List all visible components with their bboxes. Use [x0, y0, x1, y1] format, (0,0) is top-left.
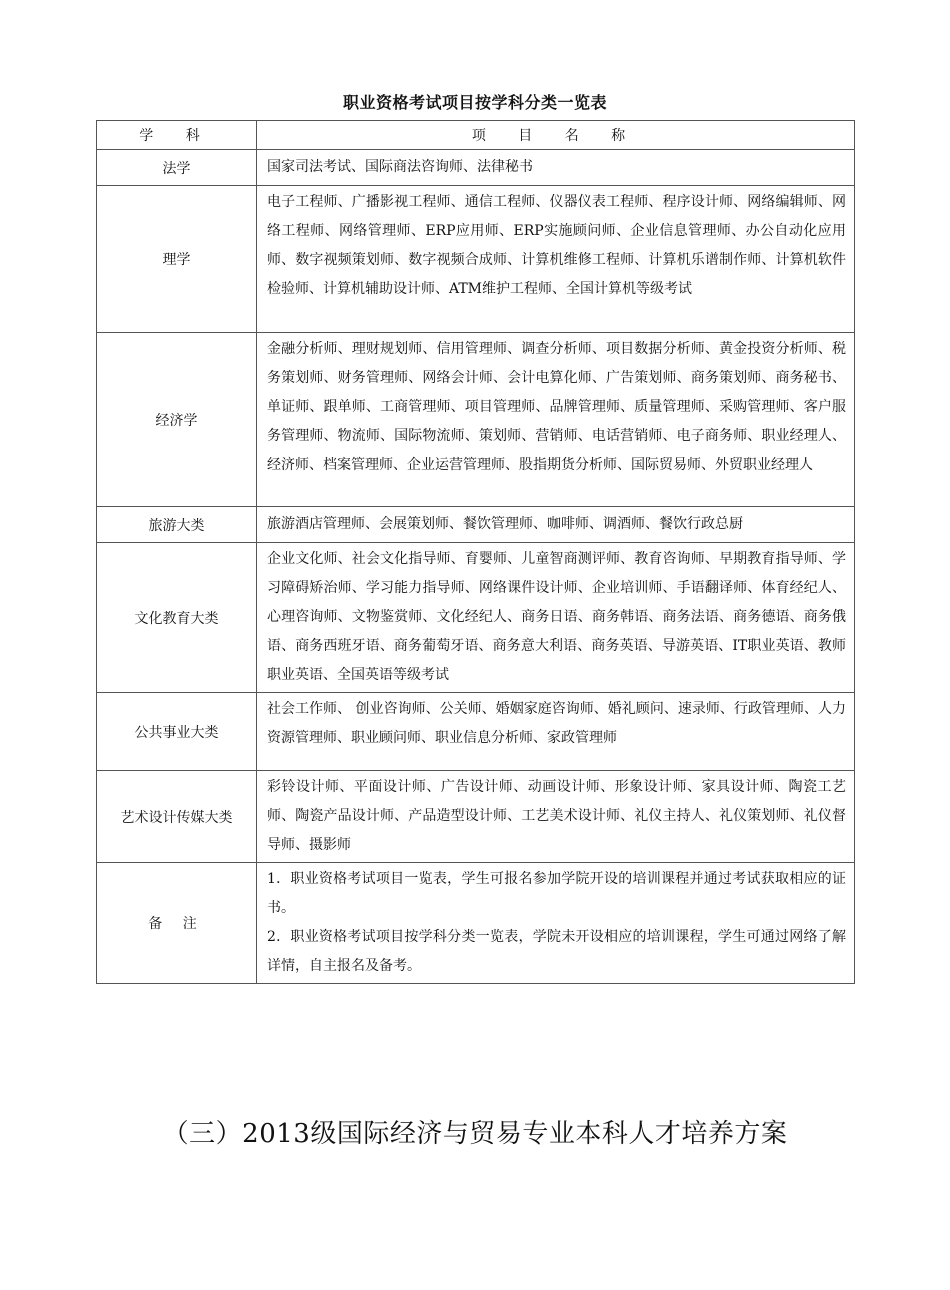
subject-cell: 旅游大类	[97, 507, 257, 543]
subject-cell: 理学	[97, 186, 257, 333]
table-row	[97, 543, 855, 693]
items-cell: 企业文化师、社会文化指导师、育婴师、儿童智商测评师、教育咨询师、早期教育指导师、学习障碍矫治师、学习能力指导师、网络课件设计师、企业培训师、手语翻译师、体育经纪人、心理咨询师、文物鉴赏师、文化经纪人、商务日语、商务韩语、商务法语、商务德语、商务俄语、商务西班牙语、商务葡萄牙语、商务意大利语、商务英语、导游英语、IT职业英语、教师职业英语、全国英语等级考试	[257, 543, 855, 693]
notes-label: 备 注	[97, 863, 257, 984]
items-cell: 旅游酒店管理师、会展策划师、餐饮管理师、咖啡师、调酒师、餐饮行政总厨	[257, 507, 855, 543]
subject-cell: 法学	[97, 150, 257, 186]
subject-cell: 经济学	[97, 333, 257, 507]
header-subject: 学 科	[97, 121, 257, 150]
header-items: 项 目 名 称	[257, 121, 855, 150]
section-heading: （三）2013级国际经济与贸易专业本科人才培养方案	[162, 1119, 788, 1149]
table-header-row	[97, 121, 855, 150]
certification-table	[96, 120, 855, 984]
table-row	[97, 693, 855, 771]
notes-row	[97, 863, 855, 984]
note-line-1: 1．职业资格考试项目一览表，学生可报名参加学院开设的培训课程并通过考试获取相应的证书。	[267, 871, 846, 916]
items-cell: 社会工作师、 创业咨询师、公关师、婚姻家庭咨询师、婚礼顾问、速录师、行政管理师、人力资源管理师、职业顾问师、职业信息分析师、家政管理师	[257, 693, 855, 771]
table-row	[97, 150, 855, 186]
subject-cell: 文化教育大类	[97, 543, 257, 693]
table-title: 职业资格考试项目按学科分类一览表	[342, 93, 607, 112]
note-line-2: 2．职业资格考试项目按学科分类一览表，学院未开设相应的培训课程，学生可通过网络了解详情，自主报名及备考。	[267, 929, 846, 974]
table-row	[97, 507, 855, 543]
notes-cell	[257, 863, 855, 984]
items-cell: 国家司法考试、国际商法咨询师、法律秘书	[257, 150, 855, 186]
items-cell: 彩铃设计师、平面设计师、广告设计师、动画设计师、形象设计师、家具设计师、陶瓷工艺师、陶瓷产品设计师、产品造型设计师、工艺美术设计师、礼仪主持人、礼仪策划师、礼仪督导师、摄影师	[257, 771, 855, 863]
subject-cell: 艺术设计传媒大类	[97, 771, 257, 863]
items-cell: 电子工程师、广播影视工程师、通信工程师、仪器仪表工程师、程序设计师、网络编辑师、网络工程师、网络管理师、ERP应用师、ERP实施顾问师、企业信息管理师、办公自动化应用师、数字视频策划师、数字视频合成师、计算机维修工程师、计算机乐谱制作师、计算机软件检验师、计算机辅助设计师、ATM维护工程师、全国计算机等级考试	[257, 186, 855, 333]
table-row	[97, 771, 855, 863]
table-row	[97, 186, 855, 333]
table-row	[97, 333, 855, 507]
items-cell: 金融分析师、理财规划师、信用管理师、调查分析师、项目数据分析师、黄金投资分析师、税务策划师、财务管理师、网络会计师、会计电算化师、广告策划师、商务策划师、商务秘书、单证师、跟单师、工商管理师、项目管理师、品牌管理师、质量管理师、采购管理师、客户服务管理师、物流师、国际物流师、策划师、营销师、电话营销师、电子商务师、职业经理人、经济师、档案管理师、企业运营管理师、股指期货分析师、国际贸易师、外贸职业经理人	[257, 333, 855, 507]
subject-cell: 公共事业大类	[97, 693, 257, 771]
